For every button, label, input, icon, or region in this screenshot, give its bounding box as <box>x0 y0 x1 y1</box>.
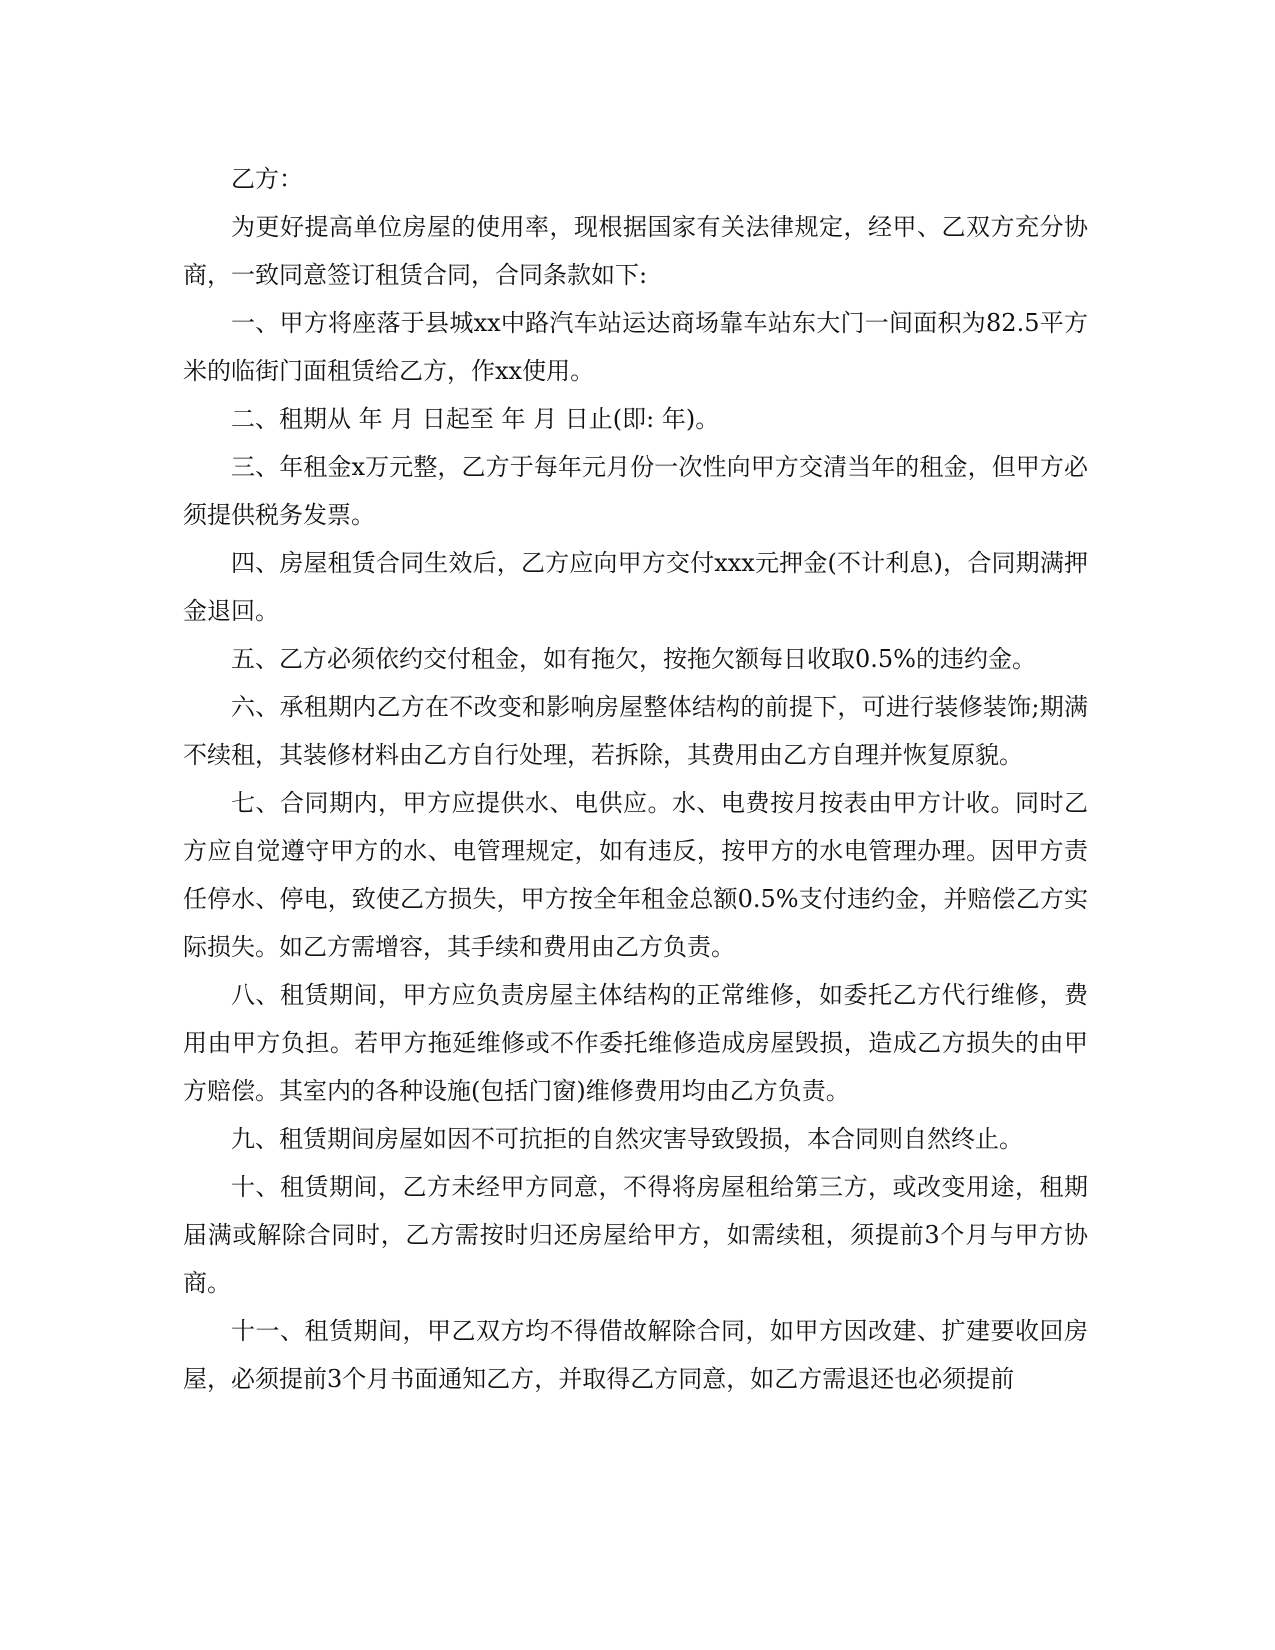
clause-1: 一、甲方将座落于县城xx中路汽车站运达商场靠车站东大门一间面积为82.5平方米的临街门面租赁给乙方，作xx使用。 <box>183 309 1088 385</box>
clause-11: 十一、租赁期间，甲乙双方均不得借故解除合同，如甲方因改建、扩建要收回房屋，必须提前3个月书面通知乙方，并取得乙方同意，如乙方需退还也必须提前 <box>183 1317 1088 1393</box>
document-body <box>183 155 1088 1403</box>
clause-2: 二、租期从 年 月 日起至 年 月 日止(即: 年)。 <box>231 405 720 433</box>
preamble-paragraph: 为更好提高单位房屋的使用率，现根据国家有关法律规定，经甲、乙双方充分协商，一致同意签订租赁合同，合同条款如下: <box>183 213 1088 289</box>
clause-9: 九、租赁期间房屋如因不可抗拒的自然灾害导致毁损，本合同则自然终止。 <box>231 1125 1023 1153</box>
clause-4: 四、房屋租赁合同生效后，乙方应向甲方交付xxx元押金(不计利息)，合同期满押金退回。 <box>183 549 1088 625</box>
clause-3: 三、年租金x万元整，乙方于每年元月份一次性向甲方交清当年的租金，但甲方必须提供税务发票。 <box>183 453 1088 529</box>
clause-6: 六、承租期内乙方在不改变和影响房屋整体结构的前提下，可进行装修装饰;期满不续租，其装修材料由乙方自行处理，若拆除，其费用由乙方自理并恢复原貌。 <box>183 693 1088 769</box>
clause-5: 五、乙方必须依约交付租金，如有拖欠，按拖欠额每日收取0.5%的违约金。 <box>231 645 1036 673</box>
clause-8: 八、租赁期间，甲方应负责房屋主体结构的正常维修，如委托乙方代行维修，费用由甲方负担。若甲方拖延维修或不作委托维修造成房屋毁损，造成乙方损失的由甲方赔偿。其室内的各种设施(包括门窗)维修费用均由乙方负责。 <box>183 981 1088 1105</box>
party-b-line: 乙方： <box>231 165 303 193</box>
clause-10: 十、租赁期间，乙方未经甲方同意，不得将房屋租给第三方，或改变用途，租期届满或解除合同时，乙方需按时归还房屋给甲方，如需续租，须提前3个月与甲方协商。 <box>183 1173 1088 1297</box>
clause-7: 七、合同期内，甲方应提供水、电供应。水、电费按月按表由甲方计收。同时乙方应自觉遵守甲方的水、电管理规定，如有违反，按甲方的水电管理办理。因甲方责任停水、停电，致使乙方损失，甲方按全年租金总额0.5%支付违约金，并赔偿乙方实际损失。如乙方需增容，其手续和费用由乙方负责。 <box>183 789 1088 961</box>
